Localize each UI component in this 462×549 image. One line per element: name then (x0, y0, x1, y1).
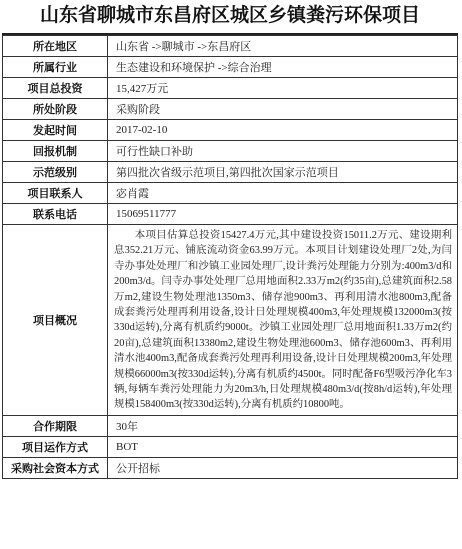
row-label: 所处阶段 (3, 99, 108, 120)
row-value: 宓肖霞 (108, 183, 458, 204)
row-value: BOT (108, 436, 458, 457)
table-row (3, 436, 458, 457)
row-label: 发起时间 (3, 120, 108, 141)
table-row (3, 120, 458, 141)
overview-text: 本项目估算总投资15427.4万元,其中建设投资15011.2万元、建设期利息352.21万元、铺底流动资金63.99万元。本项目计划建设处理厂2处,为闫寺办事处处理厂和沙镇工业园处理厂,设计粪污处理能力分别为:400m3/d和200m3/d。闫寺办事处处理厂总用地面积2.33万m2(约35亩),总建筑面积2.58万m2,建设生物处理池1350m3、储存池900m3、再利用清水池800m3,配备成套粪污处理再利用设备,设计日处理规模400m3,年处理规模132000m3(按330d运转),分离有机质约9000t。沙镇工业园处理厂总用地面积1.33万m2(约20亩),总建筑面积13380m2,建设生物处理池600m3、储存池600m3、再利用清水池400m3,配备成套粪污处理再利用设备,设计日处理规模200m3,年处理规模66000m3(按330d运转),分离有机质约4500t。同时配备F6型吸污净化车3辆,每辆车粪污处理能力为20m3/h,日处理规模480m3/d(按8h/d运转),年处理规模158400m3(按330d运转),分离有机质约10800吨。 (108, 225, 458, 416)
row-value: 采购阶段 (108, 99, 458, 120)
row-value: 30年 (108, 415, 458, 436)
row-label: 采购社会资本方式 (3, 457, 108, 478)
page-title: 山东省聊城市东昌府区城区乡镇粪污环保项目 (2, 0, 458, 35)
project-info-sheet (2, 0, 458, 547)
table-row (3, 36, 458, 57)
row-value: 2017-02-10 (108, 120, 458, 141)
row-value: 可行性缺口补助 (108, 141, 458, 162)
row-label: 项目联系人 (3, 183, 108, 204)
project-info-table (2, 35, 458, 479)
row-label: 合作期限 (3, 415, 108, 436)
row-value: 公开招标 (108, 457, 458, 478)
table-row (3, 162, 458, 183)
row-value: 15,427万元 (108, 78, 458, 99)
table-row (3, 204, 458, 225)
row-label: 回报机制 (3, 141, 108, 162)
row-label: 联系电话 (3, 204, 108, 225)
table-row (3, 78, 458, 99)
table-row (3, 415, 458, 436)
row-label: 所在地区 (3, 36, 108, 57)
row-value: 第四批次省级示范项目,第四批次国家示范项目 (108, 162, 458, 183)
table-row (3, 57, 458, 78)
row-value: 山东省 ->聊城市 ->东昌府区 (108, 36, 458, 57)
overview-label: 项目概况 (3, 225, 108, 416)
overview-row (3, 225, 458, 416)
row-value: 15069511777 (108, 204, 458, 225)
row-value: 生态建设和环境保护 ->综合治理 (108, 57, 458, 78)
table-row (3, 99, 458, 120)
table-row (3, 457, 458, 478)
table-row (3, 183, 458, 204)
row-label: 示范级别 (3, 162, 108, 183)
row-label: 项目运作方式 (3, 436, 108, 457)
row-label: 项目总投资 (3, 78, 108, 99)
table-row (3, 141, 458, 162)
row-label: 所属行业 (3, 57, 108, 78)
